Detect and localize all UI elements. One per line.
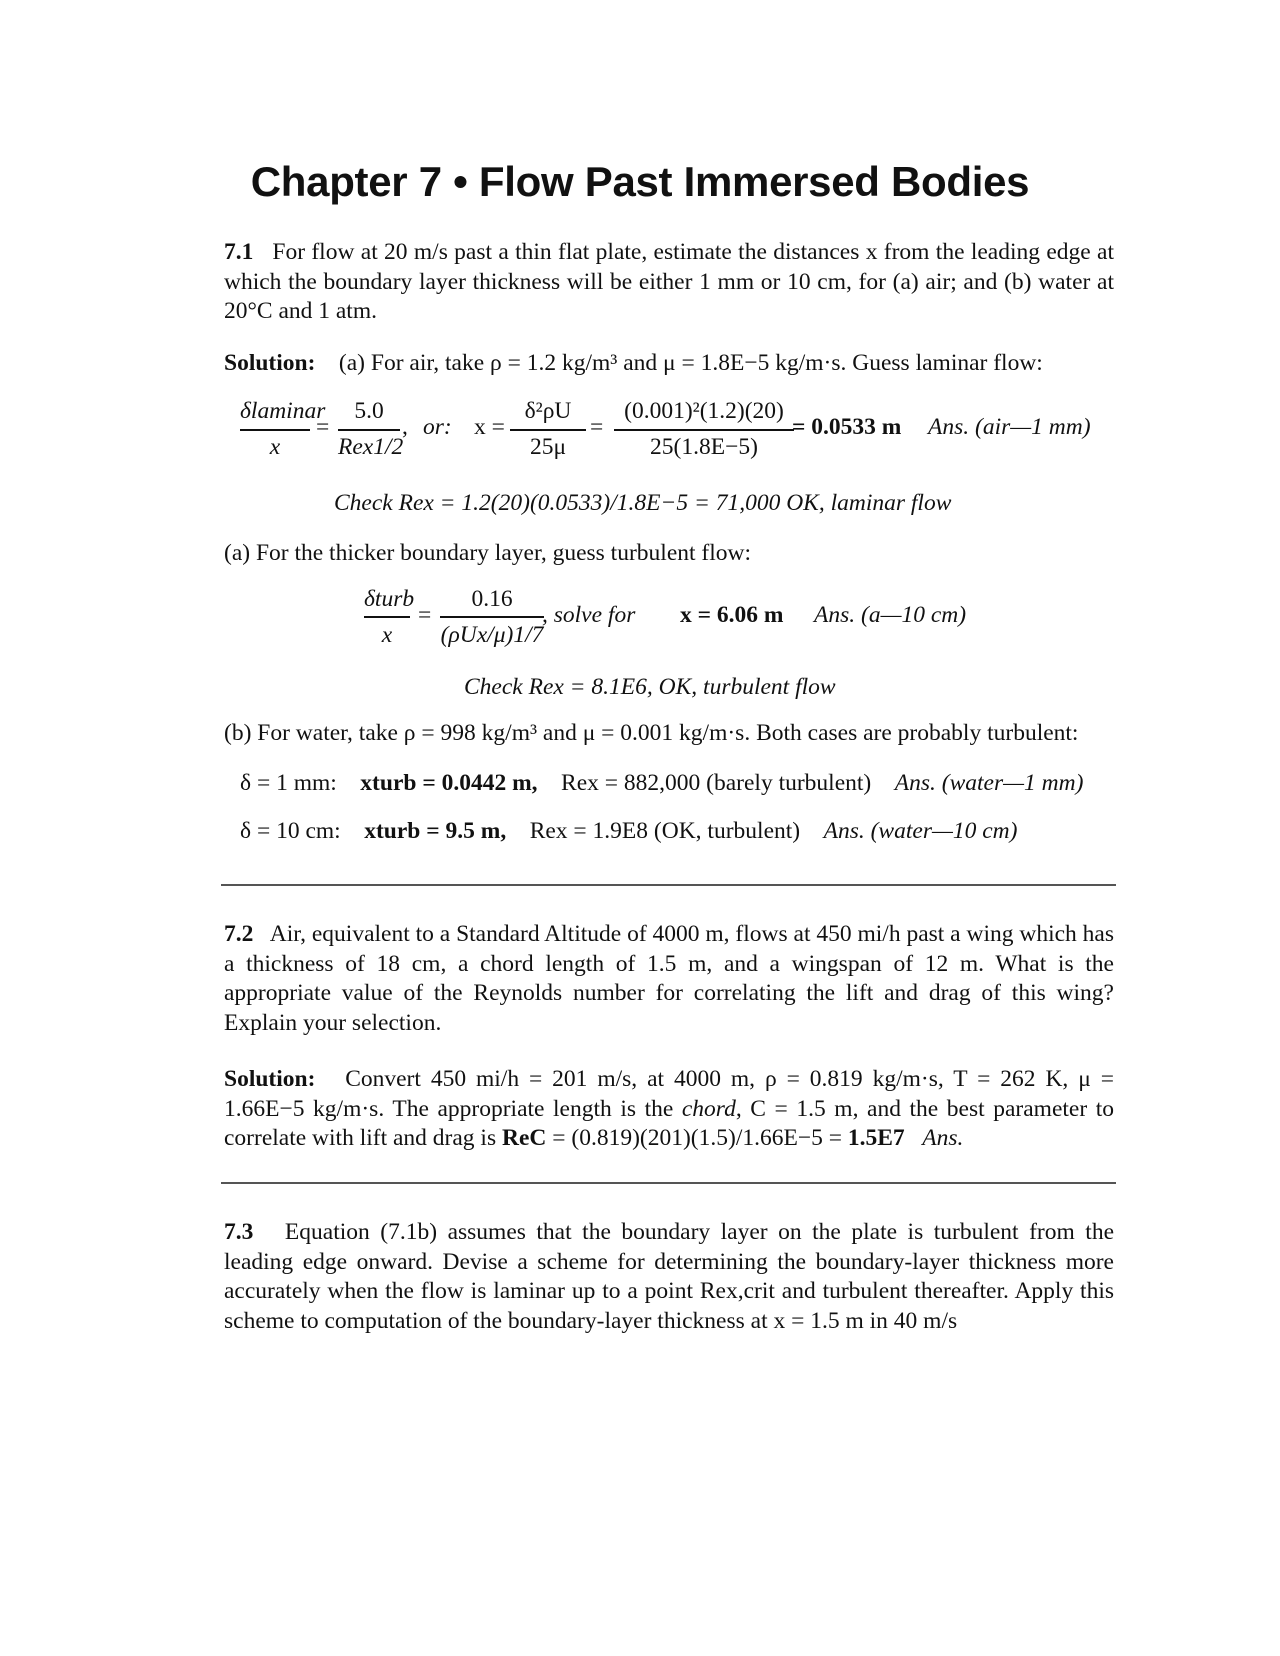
denominator-mu: 25μ (529, 434, 567, 460)
water-row-10cm (240, 818, 1017, 845)
check-turbulent: Check Rex = 8.1E6, OK, turbulent flow (464, 674, 836, 700)
answer-water-1mm: Ans. (water—1 mm) (894, 770, 1084, 796)
answer-label: Ans. (922, 1125, 964, 1151)
problem-number: 7.1 (224, 239, 254, 265)
answer-water-10cm: Ans. (water—10 cm) (823, 818, 1018, 844)
x-turb-value: xturb = 0.0442 m, (360, 770, 538, 796)
problem-7-3-statement (224, 1218, 1114, 1336)
x-turb-value: xturb = 9.5 m, (364, 818, 507, 844)
problem-text: For flow at 20 m/s past a thin flat plate, estimate the distances x from the leading edge at which the boundary layer thickness will be either 1 mm or 10 cm, for (a) air; and (b) water at 20°C and 1 atm. (224, 239, 1114, 324)
water-row-1mm (240, 770, 1083, 797)
numerator-5: 5.0 (354, 398, 384, 424)
problem-number: 7.3 (224, 1219, 254, 1245)
problem-7-2-statement (224, 920, 1114, 1038)
or-label: or: (423, 414, 452, 440)
numerator-values: (0.001)²(1.2)(20) (624, 398, 784, 424)
check-laminar: Check Rex = 1.2(20)(0.0533)/1.8E−5 = 71,000 OK, laminar flow (334, 490, 952, 516)
section-divider (221, 884, 1116, 886)
delta-turb: δturb (364, 586, 415, 612)
delta-label: δ = 1 mm: (240, 770, 337, 796)
delta-label: δ = 10 cm: (240, 818, 341, 844)
delta-laminar: δlaminar (240, 398, 326, 424)
problem-text: Air, equivalent to a Standard Altitude of 4000 m, flows at 450 mi/h past a wing which has a thickness of 18 cm, a chord length of 1.5 m, and a wingspan of 12 m. What is the appropriate value of the Reynolds number for correlating the lift and drag of this wing? Explain your selection. (224, 921, 1114, 1036)
reynolds-critical: Rex,crit (699, 1278, 775, 1304)
denominator-x: x (381, 622, 393, 648)
comma: , (402, 414, 408, 440)
reynolds-value: Rex = 882,000 (barely turbulent) (561, 770, 872, 796)
denominator-reynolds: (ρUx/μ)1/7 (440, 622, 544, 648)
result-606: x = 6.06 m (680, 602, 784, 628)
solution-7-2 (224, 1065, 1114, 1154)
fraction-bar (364, 616, 410, 618)
equals-sign: = (418, 602, 432, 628)
x-equals: x = (474, 414, 505, 440)
thicker-layer-text: (a) For the thicker boundary layer, guess turbulent flow: (224, 540, 752, 566)
solution-text-a: Convert 450 mi/h = 201 m/s, at 4000 m, ρ = 0.819 kg/m·s, T = 262 K, μ = 1.66E−5 kg/m·s. The appropriate length is the (224, 1066, 1114, 1122)
answer-air-1mm: Ans. (air—1 mm) (928, 414, 1091, 440)
denominator-values: 25(1.8E−5) (650, 434, 758, 460)
problem-number: 7.2 (224, 921, 254, 947)
reynolds-value: Rex = 1.9E8 (OK, turbulent) (529, 818, 801, 844)
solution-text: (a) For air, take ρ = 1.2 kg/m³ and μ = 1.8E−5 kg/m·s. Guess laminar flow: (338, 350, 1043, 376)
problem-text-b: and turbulent thereafter. Apply this scheme to computation of the boundary-layer thickness at x = 1.5 m in 40 m/s (224, 1278, 1115, 1334)
solve-for: , solve for (542, 602, 636, 628)
fraction-bar (240, 429, 310, 431)
fraction-bar (510, 429, 586, 431)
section-divider (221, 1182, 1116, 1184)
problem-text-a: Equation (7.1b) assumes that the boundary layer on the plate is turbulent from the leading edge onward. Devise a scheme for determining the boundary-layer thickness more accurately when the flow is laminar up to a point (224, 1219, 1115, 1304)
fraction-bar (440, 616, 544, 618)
fraction-bar (614, 429, 794, 431)
solution-label: Solution: (224, 1066, 316, 1092)
denominator-x: x (269, 434, 281, 460)
chord-word: chord (681, 1095, 736, 1122)
solution-text-c: = (0.819)(201)(1.5)/1.66E−5 = (552, 1125, 842, 1151)
numerator-delta: δ²ρU (524, 398, 572, 424)
reynolds-chord: ReC (501, 1125, 547, 1151)
equals-sign: = (590, 414, 604, 440)
denominator-re: Rex1/2 (338, 434, 404, 460)
chapter-title: Chapter 7 • Flow Past Immersed Bodies (250, 158, 1030, 205)
problem-7-1-statement (224, 238, 1114, 327)
solution-text-b: , C = 1.5 m, and the best parameter to correlate with lift and drag is (224, 1095, 1115, 1151)
water-text: (b) For water, take ρ = 998 kg/m³ and μ = 0.001 kg/m·s. Both cases are probably turbulent: (224, 720, 1079, 746)
answer-a-10cm: Ans. (a—10 cm) (814, 602, 967, 628)
solution-label: Solution: (224, 350, 316, 376)
numerator-016: 0.16 (471, 586, 513, 612)
solution-7-1-intro (224, 349, 1114, 379)
fraction-bar (338, 429, 400, 431)
result-15e7: 1.5E7 (847, 1125, 905, 1151)
equals-sign: = (316, 414, 330, 440)
result-0533: = 0.0533 m (792, 414, 902, 440)
